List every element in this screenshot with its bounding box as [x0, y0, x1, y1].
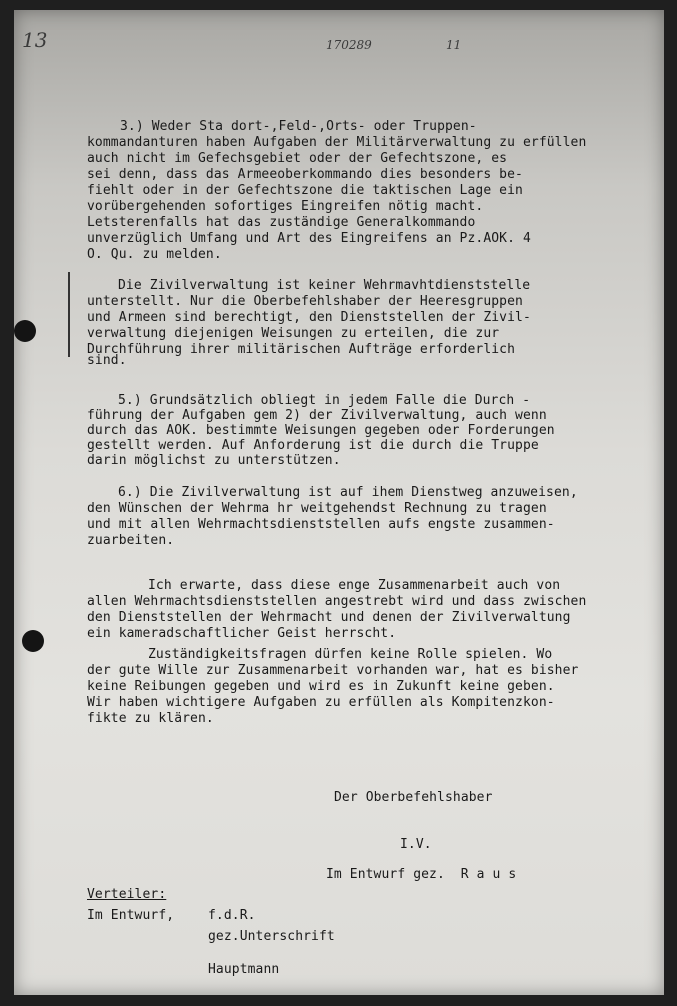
text-line: darin möglichst zu unterstützen. [87, 453, 341, 468]
text-line: kommandanturen haben Aufgaben der Militärverwaltung zu erfüllen [87, 135, 587, 150]
text-line: sei denn, dass das Armeeoberkommando dies besonders be- [87, 167, 523, 182]
text-line: fikte zu klären. [87, 711, 214, 726]
text-line: Die Zivilverwaltung ist keiner Wehrmavhtdienststelle [118, 278, 531, 293]
page-mark: 11 [446, 38, 462, 52]
text-line: ein kameradschaftlicher Geist herrscht. [87, 626, 397, 641]
signature-iv: I.V. [400, 837, 432, 852]
text-line: unterstellt. Nur die Oberbefehlshaber der Heeresgruppen [87, 294, 523, 309]
text-line: zuarbeiten. [87, 533, 175, 548]
corner-handwritten-mark: 13 [22, 28, 48, 52]
text-line: gestellt werden. Auf Anforderung ist die durch die Truppe [87, 438, 539, 453]
text-line: verwaltung diejenigen Weisungen zu erteilen, die zur [87, 326, 500, 341]
text-line: keine Reibungen gegeben und wird es in Zukunft keine geben. [87, 679, 555, 694]
text-line: Letsterenfalls hat das zuständige Generalkommando [87, 215, 476, 230]
document-number: 170289 [326, 38, 372, 52]
text-line: 5.) Grundsätzlich obliegt in jedem Falle die Durch - [118, 393, 531, 408]
text-line: den Wünschen der Wehrma hr weitgehendst Rechnung zu tragen [87, 501, 547, 516]
signature-draft: Im Entwurf gez. R a u s [326, 867, 517, 882]
document-body [14, 10, 664, 977]
text-line: führung der Aufgaben gem 2) der Zivilverwaltung, auch wenn [87, 408, 547, 423]
text-line: Zuständigkeitsfragen dürfen keine Rolle spielen. Wo [148, 647, 553, 662]
text-line: fiehlt oder in der Gefechtszone die taktischen Lage ein [87, 183, 523, 198]
rank-label: Hauptmann [208, 962, 280, 977]
text-line: unverzüglich Umfang und Art des Eingreifens an Pz.AOK. 4 [87, 231, 531, 246]
document-page [14, 10, 664, 995]
text-line: Durchführung ihrer militärischen Aufträge erforderlich [87, 342, 516, 357]
text-line: den Dienststellen der Wehrmacht und denen der Zivilverwaltung [87, 610, 571, 625]
signature-note: gez.Unterschrift [208, 929, 335, 944]
text-line: und mit allen Wehrmachtsdienststellen aufs engste zusammen- [87, 517, 555, 532]
distribution-label: Verteiler: [87, 887, 167, 902]
text-line: durch das AOK. bestimmte Weisungen gegeben oder Forderungen [87, 423, 555, 438]
draft-label: Im Entwurf, [87, 908, 175, 923]
text-line: vorübergehenden sofortiges Eingreifen nötig macht. [87, 199, 484, 214]
text-line: Wir haben wichtigere Aufgaben zu erfüllen als Kompitenzkon- [87, 695, 555, 710]
text-line: Ich erwarte, dass diese enge Zusammenarbeit auch von [148, 578, 561, 593]
signature-title: Der Oberbefehlshaber [334, 790, 493, 805]
text-line: 3.) Weder Sta dort-,Feld-,Orts- oder Truppen- [120, 119, 477, 134]
text-line: und Armeen sind berechtigt, den Dienststellen der Zivil- [87, 310, 531, 325]
text-line: sind. [87, 353, 127, 368]
text-line: allen Wehrmachtsdienststellen angestrebt wird und dass zwischen [87, 594, 587, 609]
text-line: auch nicht im Gefechsgebiet oder der Gefechtszone, es [87, 151, 508, 166]
text-line: der gute Wille zur Zusammenarbeit vorhanden war, hat es bisher [87, 663, 579, 678]
fdr-label: f.d.R. [208, 908, 256, 923]
text-line: O. Qu. zu melden. [87, 247, 222, 262]
text-line: 6.) Die Zivilverwaltung ist auf ihem Dienstweg anzuweisen, [118, 485, 578, 500]
